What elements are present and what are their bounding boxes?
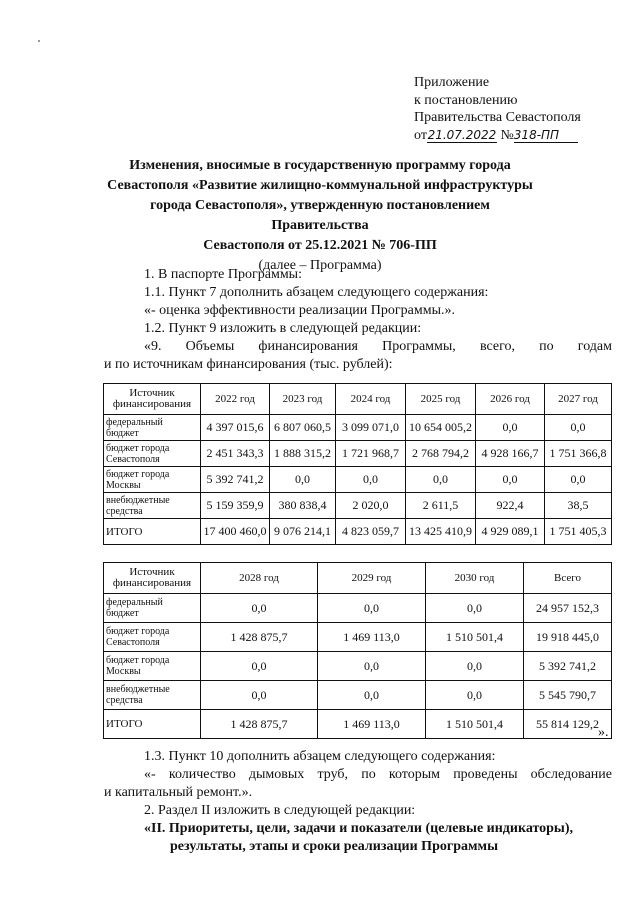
source-cell: федеральный бюджет bbox=[104, 415, 201, 441]
header-cell: 2028 год bbox=[201, 563, 318, 594]
table-header-row bbox=[104, 563, 612, 594]
source-cell: ИТОГО bbox=[104, 519, 201, 545]
header-cell: 2029 год bbox=[318, 563, 426, 594]
table-row bbox=[104, 710, 612, 739]
value-cell: 0,0 bbox=[545, 467, 612, 493]
appendix-line-3: Правительства Севастополя bbox=[414, 110, 581, 125]
value-cell: 0,0 bbox=[318, 681, 426, 710]
value-cell: 5 545 790,7 bbox=[524, 681, 612, 710]
header-cell: 2022 год bbox=[201, 384, 270, 415]
value-cell: 2 451 343,3 bbox=[201, 441, 270, 467]
closing-quote: ». bbox=[598, 725, 609, 740]
table-row bbox=[104, 493, 612, 519]
value-cell: 4 397 015,6 bbox=[201, 415, 270, 441]
paragraph-1-3-text-line-1: «- количество дымовых труб, по которым проведены обследование bbox=[144, 767, 612, 782]
paragraph-2: 2. Раздел II изложить в следующей редакции: bbox=[144, 803, 416, 818]
from-label: от bbox=[414, 127, 427, 143]
header-cell: 2023 год bbox=[270, 384, 336, 415]
value-cell: 1 751 405,3 bbox=[545, 519, 612, 545]
value-cell: 4 928 166,7 bbox=[476, 441, 545, 467]
handwritten-number: 318-ПП bbox=[514, 128, 578, 143]
value-cell: 0,0 bbox=[476, 415, 545, 441]
value-cell: 922,4 bbox=[476, 493, 545, 519]
value-cell: 1 469 113,0 bbox=[318, 710, 426, 739]
table-row bbox=[104, 467, 612, 493]
source-cell: внебюджетные средства bbox=[104, 681, 201, 710]
value-cell: 0,0 bbox=[201, 681, 318, 710]
appendix-block bbox=[414, 74, 581, 144]
source-cell: бюджет города Москвы bbox=[104, 467, 201, 493]
header-cell: Источник финансирования bbox=[104, 563, 201, 594]
title-line-3: города Севастополя», утвержденную постановлением Правительства bbox=[150, 198, 490, 233]
paragraph-1-3-text-line-2: и капитальный ремонт.». bbox=[104, 785, 253, 800]
source-cell: бюджет города Москвы bbox=[104, 652, 201, 681]
value-cell: 1 428 875,7 bbox=[201, 623, 318, 652]
value-cell: 0,0 bbox=[201, 652, 318, 681]
header-cell: Всего bbox=[524, 563, 612, 594]
source-cell: внебюджетные средства bbox=[104, 493, 201, 519]
source-cell: ИТОГО bbox=[104, 710, 201, 739]
value-cell: 0,0 bbox=[545, 415, 612, 441]
value-cell: 1 510 501,4 bbox=[426, 710, 524, 739]
table-row bbox=[104, 681, 612, 710]
value-cell: 0,0 bbox=[426, 681, 524, 710]
value-cell: 4 823 059,7 bbox=[336, 519, 406, 545]
appendix-line-1: Приложение bbox=[414, 75, 490, 90]
section-2-heading-line-2: результаты, этапы и сроки реализации Программы bbox=[170, 839, 499, 854]
value-cell: 2 020,0 bbox=[336, 493, 406, 519]
table-row bbox=[104, 652, 612, 681]
value-cell: 17 400 460,0 bbox=[201, 519, 270, 545]
value-cell: 4 929 089,1 bbox=[476, 519, 545, 545]
value-cell: 2 611,5 bbox=[406, 493, 476, 519]
table-row bbox=[104, 441, 612, 467]
table-header-row bbox=[104, 384, 612, 415]
value-cell: 9 076 214,1 bbox=[270, 519, 336, 545]
financing-table-2022-2027 bbox=[103, 383, 612, 545]
paragraph-1-1-text: «- оценка эффективности реализации Программы.». bbox=[144, 303, 455, 318]
value-cell: 0,0 bbox=[318, 594, 426, 623]
value-cell: 5 392 741,2 bbox=[524, 652, 612, 681]
value-cell: 24 957 152,3 bbox=[524, 594, 612, 623]
table-row bbox=[104, 623, 612, 652]
title-line-5: (далее – Программа) bbox=[258, 258, 382, 273]
source-cell: федеральный бюджет bbox=[104, 594, 201, 623]
paragraph-9-line-2: и по источникам финансирования (тыс. рублей): bbox=[104, 357, 393, 372]
value-cell: 0,0 bbox=[476, 467, 545, 493]
source-cell: бюджет города Севастополя bbox=[104, 623, 201, 652]
number-label: № bbox=[500, 127, 514, 143]
table-row bbox=[104, 415, 612, 441]
title-line-4: Севастополя от 25.12.2021 № 706-ПП bbox=[203, 238, 437, 253]
value-cell: 0,0 bbox=[336, 467, 406, 493]
value-cell: 55 814 129,2 bbox=[524, 710, 612, 739]
appendix-line-2: к постановлению bbox=[414, 92, 518, 108]
paragraph-9-line-1: «9. Объемы финансирования Программы, всего, по годам bbox=[144, 339, 612, 354]
table-row bbox=[104, 594, 612, 623]
paragraph-1-1: 1.1. Пункт 7 дополнить абзацем следующего содержания: bbox=[144, 285, 489, 300]
value-cell: 3 099 071,0 bbox=[336, 415, 406, 441]
value-cell: 0,0 bbox=[318, 652, 426, 681]
source-cell: бюджет города Севастополя bbox=[104, 441, 201, 467]
title-line-1: Изменения, вносимые в государственную программу города bbox=[129, 158, 511, 173]
value-cell: 1 721 968,7 bbox=[336, 441, 406, 467]
value-cell: 6 807 060,5 bbox=[270, 415, 336, 441]
value-cell: 0,0 bbox=[201, 594, 318, 623]
value-cell: 1 888 315,2 bbox=[270, 441, 336, 467]
header-cell: 2024 год bbox=[336, 384, 406, 415]
section-2-heading-line-1: «II. Приоритеты, цели, задачи и показатели (целевые индикаторы), bbox=[144, 821, 574, 836]
document-title bbox=[104, 156, 536, 276]
value-cell: 380 838,4 bbox=[270, 493, 336, 519]
value-cell: 0,0 bbox=[270, 467, 336, 493]
header-cell: 2027 год bbox=[545, 384, 612, 415]
value-cell: 2 768 794,2 bbox=[406, 441, 476, 467]
header-cell: 2025 год bbox=[406, 384, 476, 415]
value-cell: 1 469 113,0 bbox=[318, 623, 426, 652]
title-line-2: Севастополя «Развитие жилищно-коммунальной инфраструктуры bbox=[107, 178, 533, 193]
value-cell: 13 425 410,9 bbox=[406, 519, 476, 545]
value-cell: 5 159 359,9 bbox=[201, 493, 270, 519]
value-cell: 0,0 bbox=[426, 652, 524, 681]
table-row bbox=[104, 519, 612, 545]
value-cell: 5 392 741,2 bbox=[201, 467, 270, 493]
value-cell: 0,0 bbox=[426, 594, 524, 623]
paragraph-1-2: 1.2. Пункт 9 изложить в следующей редакции: bbox=[144, 321, 422, 336]
paragraph-1-3: 1.3. Пункт 10 дополнить абзацем следующего содержания: bbox=[144, 749, 496, 764]
header-cell: 2026 год bbox=[476, 384, 545, 415]
value-cell: 10 654 005,2 bbox=[406, 415, 476, 441]
header-cell: Источник финансирования bbox=[104, 384, 201, 415]
paragraph-1: 1. В паспорте Программы: bbox=[144, 267, 302, 282]
value-cell: 1 751 366,8 bbox=[545, 441, 612, 467]
appendix-date-line bbox=[414, 127, 581, 145]
financing-table-2028-2030 bbox=[103, 562, 612, 739]
value-cell: 1 428 875,7 bbox=[201, 710, 318, 739]
value-cell: 1 510 501,4 bbox=[426, 623, 524, 652]
value-cell: 0,0 bbox=[406, 467, 476, 493]
value-cell: 19 918 445,0 bbox=[524, 623, 612, 652]
header-cell: 2030 год bbox=[426, 563, 524, 594]
value-cell: 38,5 bbox=[545, 493, 612, 519]
scan-speck bbox=[38, 40, 40, 42]
handwritten-date: 21.07.2022 bbox=[427, 127, 497, 142]
